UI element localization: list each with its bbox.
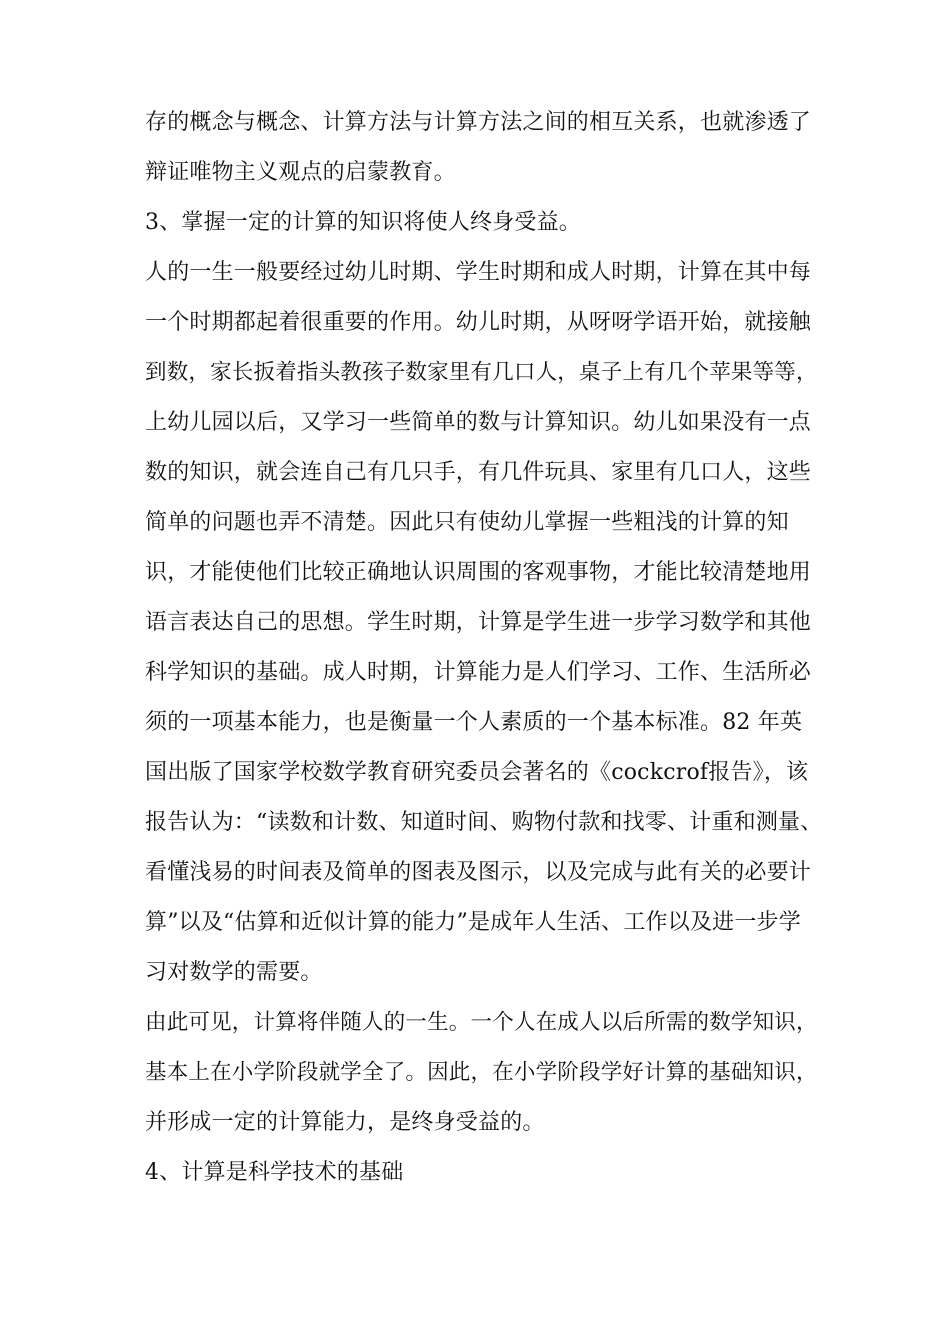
text-line: 由此可见，计算将伴随人的一生。一个人在成人以后所需的数学知识， bbox=[145, 1010, 818, 1035]
text-line: 报告认为：“读数和计数、知道时间、购物付款和找零、计重和测量、 bbox=[145, 810, 823, 835]
text-line: 数的知识，就会连自己有几只手，有几件玩具、家里有几口人，这些 bbox=[145, 460, 812, 485]
text-line: 简单的问题也弄不清楚。因此只有使幼儿掌握一些粗浅的计算的知 bbox=[145, 510, 789, 535]
text-line: 须的一项基本能力，也是衡量一个人素质的一个基本标准。82 年英 bbox=[145, 710, 803, 735]
text-line: 看懂浅易的时间表及简单的图表及图示，以及完成与此有关的必要计 bbox=[145, 860, 812, 885]
text-line: 科学知识的基础。成人时期，计算能力是人们学习、工作、生活所必 bbox=[145, 660, 812, 685]
text-line: 识，才能使他们比较正确地认识周围的客观事物，才能比较清楚地用 bbox=[145, 560, 812, 585]
section-heading: 3、掌握一定的计算的知识将使人终身受益。 bbox=[145, 210, 581, 235]
text-line: 国出版了国家学校数学教育研究委员会著名的《cockcrof报告》，该 bbox=[145, 760, 809, 785]
text-line: 习对数学的需要。 bbox=[145, 960, 323, 985]
text-line: 语言表达自己的思想。学生时期，计算是学生进一步学习数学和其他 bbox=[145, 610, 812, 635]
text-line: 基本上在小学阶段就学全了。因此，在小学阶段学好计算的基础知识， bbox=[145, 1060, 818, 1085]
text-line: 人的一生一般要经过幼儿时期、学生时期和成人时期，计算在其中每 bbox=[145, 260, 812, 285]
text-line: 到数，家长扳着指头教孩子数家里有几口人，桌子上有几个苹果等等， bbox=[145, 360, 818, 385]
text-line: 并形成一定的计算能力，是终身受益的。 bbox=[145, 1110, 545, 1135]
text-line: 存的概念与概念、计算方法与计算方法之间的相互关系，也就渗透了 bbox=[145, 110, 812, 135]
text-line: 辩证唯物主义观点的启蒙教育。 bbox=[145, 160, 456, 185]
text-line: 一个时期都起着很重要的作用。幼儿时期，从呀呀学语开始，就接触 bbox=[145, 310, 812, 335]
text-line: 上幼儿园以后，又学习一些简单的数与计算知识。幼儿如果没有一点 bbox=[145, 410, 812, 435]
section-heading: 4、计算是科学技术的基础 bbox=[145, 1160, 404, 1185]
text-line: 算”以及“估算和近似计算的能力”是成年人生活、工作以及进一步学 bbox=[145, 910, 801, 935]
